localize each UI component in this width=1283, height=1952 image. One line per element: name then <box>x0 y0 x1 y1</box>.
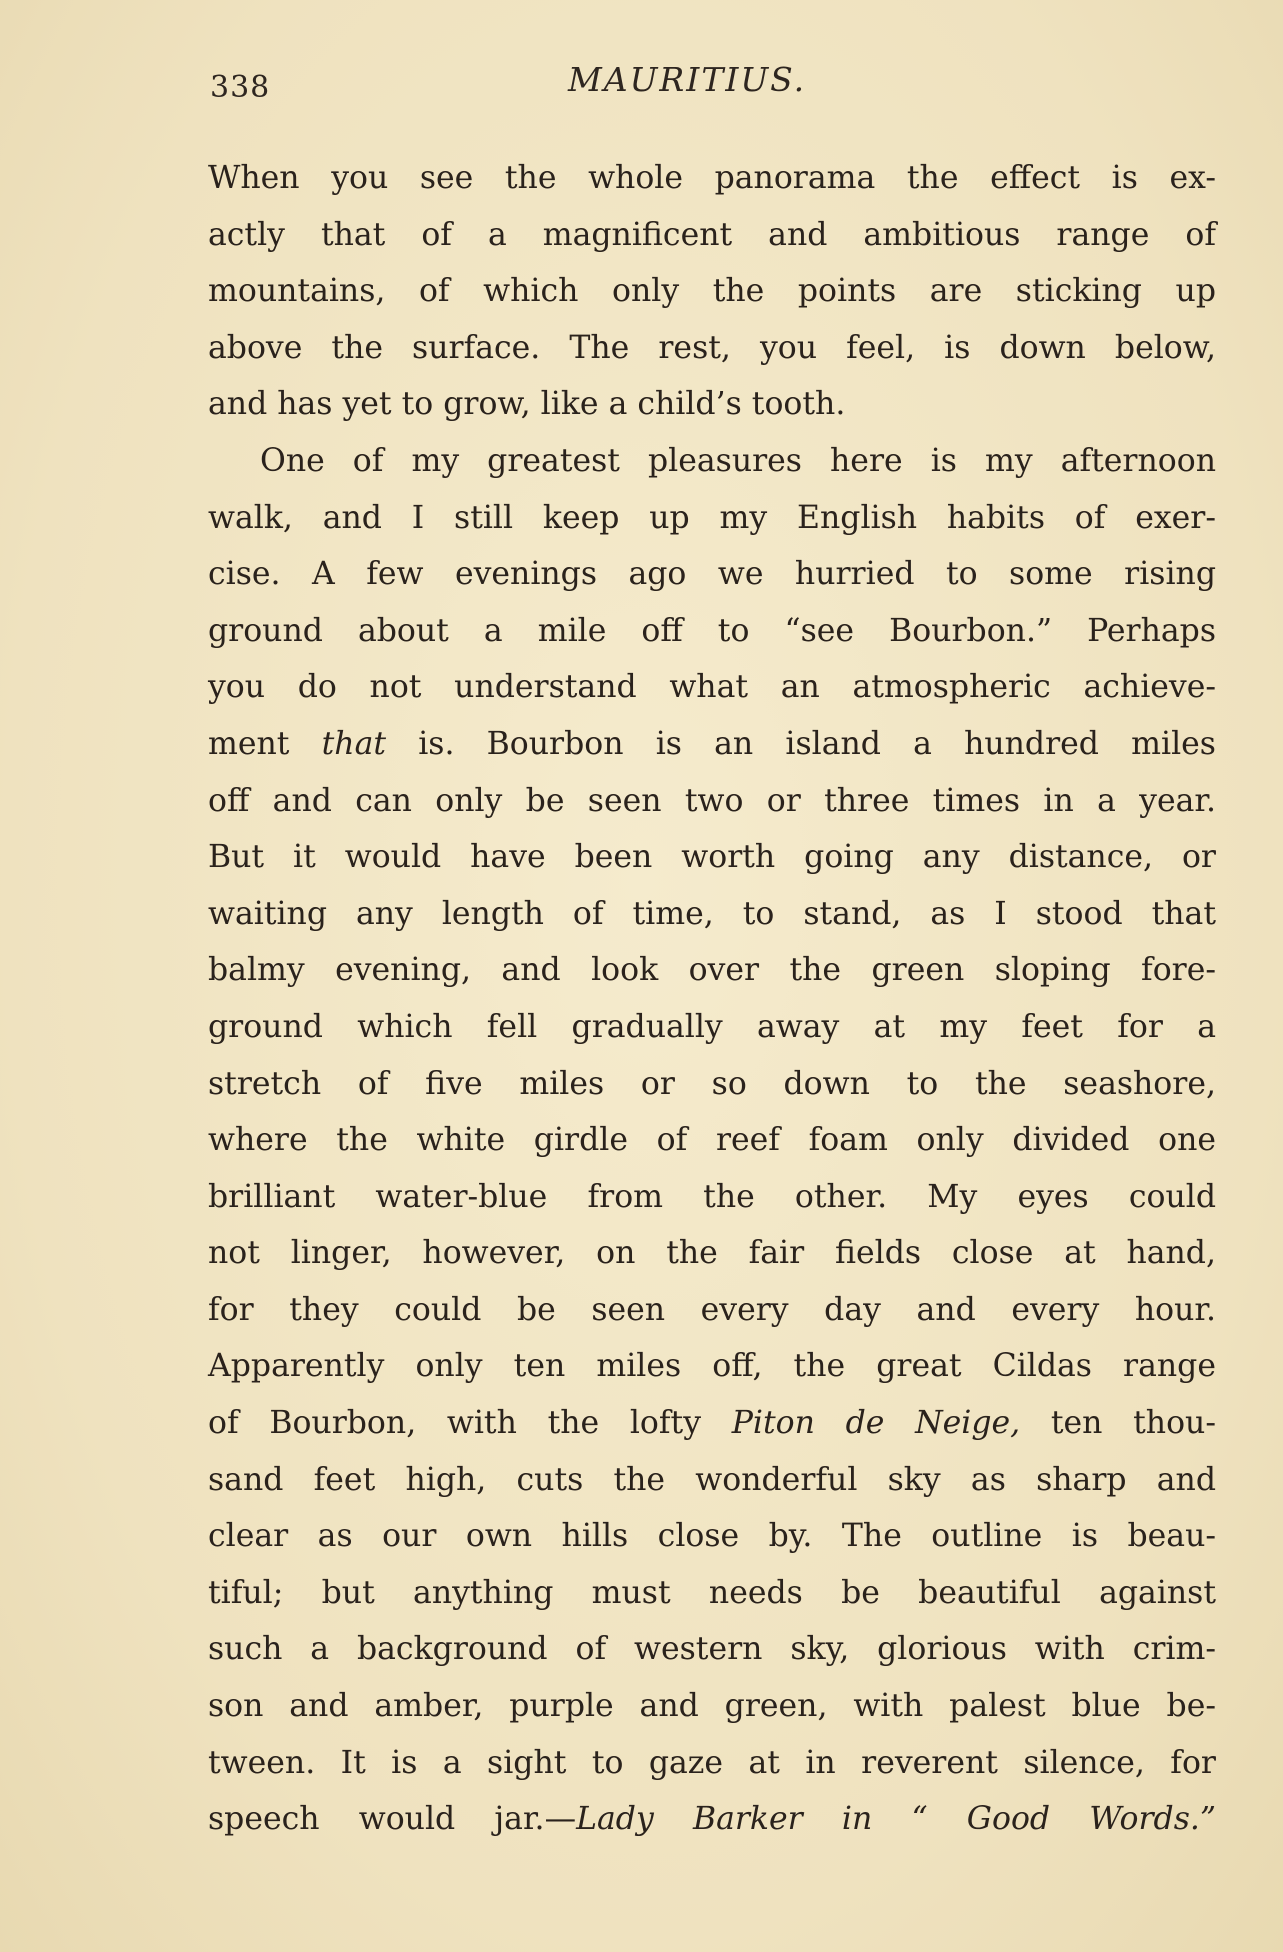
text-line: brilliant water-blue from the other. My eyes could <box>208 1178 1216 1215</box>
text-line: sand feet high, cuts the wonderful sky as sharp and <box>208 1461 1216 1498</box>
text-line: But it would have been worth going any distance, or <box>208 839 1216 876</box>
text-line: above the surface. The rest, you feel, is down below, <box>208 329 1216 366</box>
text-line: off and can only be seen two or three times in a year. <box>208 782 1216 819</box>
text-line: clear as our own hills close by. The outline is beau- <box>208 1518 1216 1555</box>
text-line: son and amber, purple and green, with palest blue be- <box>208 1688 1216 1725</box>
text-line: walk, and I still keep up my English habits of exer- <box>208 499 1216 536</box>
text-line: stretch of five miles or so down to the seashore, <box>208 1065 1216 1102</box>
text-line: tween. It is a sight to gaze at in reverent silence, for <box>208 1744 1216 1781</box>
text-line: not linger, however, on the fair fields close at hand, <box>208 1235 1216 1272</box>
text-line: cise. A few evenings ago we hurried to some rising <box>208 556 1216 593</box>
text-segment: is. Bourbon is an island a hundred miles <box>386 725 1216 762</box>
text-line <box>208 716 1216 773</box>
text-line: you do not understand what an atmospheric achieve- <box>208 669 1216 706</box>
text-segment: of Bourbon, with the lofty <box>208 1405 732 1442</box>
text-line: actly that of a magnificent and ambitious range of <box>208 216 1216 253</box>
page-number: 338 <box>210 70 271 105</box>
body-text <box>208 150 1216 1848</box>
text-line: for they could be seen every day and every hour. <box>208 1291 1216 1328</box>
italic-text: Lady Barker in “ Good Words.” <box>576 1801 1216 1838</box>
text-line: mountains, of which only the points are sticking up <box>208 273 1216 310</box>
text-line <box>208 1395 1216 1452</box>
text-line: ground which fell gradually away at my feet for a <box>208 1008 1216 1045</box>
text-line: balmy evening, and look over the green sloping fore- <box>208 952 1216 989</box>
page-header <box>210 58 1216 108</box>
text-segment: speech would jar.— <box>208 1801 577 1838</box>
text-line: One of my greatest pleasures here is my afternoon <box>260 442 1216 479</box>
text-segment: ten thou- <box>1020 1405 1216 1442</box>
text-line: waiting any length of time, to stand, as I stood that <box>208 895 1216 932</box>
text-line: and has yet to grow, like a child’s tooth. <box>208 386 846 423</box>
italic-text: Piton de Neige, <box>731 1405 1021 1442</box>
text-line: tiful; but anything must needs be beautiful against <box>208 1574 1216 1611</box>
text-line: ground about a mile off to “see Bourbon.” Perhaps <box>208 612 1216 649</box>
text-line: When you see the whole panorama the effect is ex- <box>208 160 1216 196</box>
text-segment: ment <box>208 725 322 762</box>
text-line: Apparently only ten miles off, the great Cildas range <box>208 1348 1216 1385</box>
text-line <box>208 1791 1216 1848</box>
italic-text: that <box>321 725 387 762</box>
text-line: where the white girdle of reef foam only divided one <box>208 1122 1216 1159</box>
running-title: MAURITIUS. <box>568 60 807 99</box>
text-line: such a background of western sky, glorious with crim- <box>208 1631 1216 1668</box>
